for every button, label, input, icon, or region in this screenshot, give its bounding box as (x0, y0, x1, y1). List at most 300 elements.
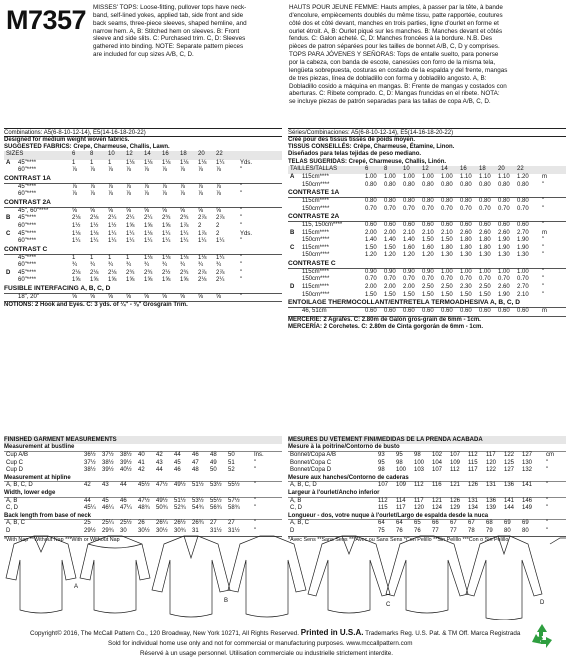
measurement-value: 75 (378, 527, 385, 534)
yardage-value: 1.10 (460, 174, 472, 181)
yardage-value: 1 (126, 254, 130, 261)
measurement-heading: Measurement at bustline (4, 444, 282, 452)
measurement-label: A, B (6, 497, 18, 504)
size-cell: 16 (460, 165, 467, 172)
measurement-value: 27 (210, 520, 217, 527)
yardage-value: 1¼ (216, 159, 225, 166)
fabric-width: 150cm**** (302, 252, 330, 259)
yardage-value: 0.60 (403, 308, 415, 315)
measurement-value: 49 (210, 459, 217, 466)
yardage-value: 1.20 (365, 252, 377, 259)
yardage-value: ¾ (126, 262, 132, 269)
unit: " (546, 482, 549, 489)
yardage-value: 0.70 (365, 276, 377, 283)
unit: " (240, 215, 243, 222)
measurement-value: 51½ (192, 482, 204, 489)
measurement-heading: Mesure aux hanches/Contorno de caderas (288, 475, 566, 483)
yardage-value: 1.50 (365, 291, 377, 298)
measurement-value: 141 (522, 482, 533, 489)
printed-text: Printed in U.S.A. (300, 628, 364, 637)
measurement-value: 31½ (228, 527, 240, 534)
measurement-value: 98 (378, 467, 385, 474)
yardage-value: ⅞ (162, 183, 168, 190)
unit: " (254, 459, 257, 466)
yardage-value: 2.00 (384, 229, 396, 236)
yardage-value: 1¼ (126, 230, 135, 237)
yardage-value: ⅞ (90, 167, 96, 174)
measurement-label: A, B, C, D (290, 482, 317, 489)
yardage-value: 1¼ (180, 230, 189, 237)
sizes-label: SIZES (6, 151, 24, 158)
notions-line: MERCERÍA: 2 Corchetes. C: 2.80m de Cinta gorgorán de 6mm - 1cm. (288, 323, 484, 330)
size-cell: 22 (517, 165, 524, 172)
yardage-value: ¾ (72, 262, 78, 269)
yardage-value: 1.90 (498, 237, 510, 244)
measurement-heading: Back length from base of neck (4, 513, 282, 521)
yardage-value: 0.60 (384, 222, 396, 229)
yardage-value: 1.20 (403, 252, 415, 259)
measurement-value: 95 (378, 459, 385, 466)
description-en (93, 4, 283, 59)
yardage-value: 1½ (90, 222, 99, 229)
yardage-value: 1⅛ (144, 230, 153, 237)
yardage-value: ⅝ (144, 207, 150, 214)
yardage-value: 0.70 (403, 205, 415, 212)
measurement-row (4, 482, 282, 490)
yardage-value: 1⅞ (180, 222, 189, 229)
yardage-value: 0.60 (479, 308, 491, 315)
nap-legend: *Avec Sens **Sans Sens ***Avec ou Sans Sens *Con Pelillo **Sin Pelillo ***Con o Sin Pelillo (288, 536, 566, 543)
yardage-value: ⅞ (216, 167, 222, 174)
fabric-width: 150cm**** (302, 181, 330, 188)
yardage-value: 1.80 (441, 244, 453, 251)
yardage-value: 0.70 (498, 276, 510, 283)
yardage-value: ⅝ (198, 293, 204, 300)
measurement-value: 115 (468, 459, 478, 466)
measurement-value: 51 (228, 459, 235, 466)
measurement-value: 42 (84, 482, 91, 489)
yardage-value: 2.50 (479, 284, 491, 291)
measurement-value: 42 (138, 467, 145, 474)
unit: " (254, 497, 257, 504)
measurement-value: 44 (174, 451, 181, 458)
unit: Ins. (254, 451, 264, 458)
measurement-value: 107 (432, 467, 443, 474)
measurement-value: 36½ (84, 451, 96, 458)
measurement-value: 141 (504, 497, 515, 504)
yardage-value: 1⅝ (90, 277, 99, 284)
measurement-value: 37½ (102, 451, 114, 458)
measurement-value: 57½ (228, 497, 240, 504)
unit: " (546, 505, 549, 512)
yardage-value: 1.90 (498, 244, 510, 251)
yardage-value: 2.00 (384, 284, 396, 291)
fabric-width: 45"**** (18, 215, 37, 222)
measurement-value: 45½ (138, 482, 150, 489)
yardage-value: 1⅛ (198, 254, 207, 261)
yardage-value: 1 (108, 254, 112, 261)
measurement-value: 31½ (210, 527, 222, 534)
measurement-value: 98 (396, 459, 403, 466)
fabric-width: 46, 51cm (302, 308, 327, 315)
measurement-value: 26¾ (192, 520, 204, 527)
yardage-value: 0.80 (441, 181, 453, 188)
measurement-value: 115 (378, 505, 388, 512)
yardage-value: 0.70 (517, 205, 529, 212)
yardage-value: 0.80 (441, 198, 453, 205)
yardage-value: 1.90 (517, 237, 529, 244)
yardage-value: 0.80 (498, 198, 510, 205)
measurement-value: 116 (432, 482, 442, 489)
yardage-row (288, 182, 566, 190)
yardage-row (288, 222, 566, 230)
yardage-value: ⅞ (90, 183, 96, 190)
measurement-value: 47½ (156, 482, 168, 489)
measurement-label: Bonnet/Copa A/B (290, 451, 337, 458)
yardage-value: ⅞ (90, 191, 96, 198)
yardage-value: ⅞ (216, 191, 222, 198)
combinations-line: Séries/Combinaciones: A5(6-8-10-12-14), E5(14-16-18-20-22) (288, 128, 566, 137)
yardage-value: ⅝ (180, 207, 186, 214)
yardage-value: ⅞ (162, 191, 168, 198)
section-heading: ENTOILAGE THERMOCOLLANT/ENTRETELA TERMOADHESIVA A, B, C, D (288, 299, 566, 308)
yardage-value: 1⅝ (162, 222, 171, 229)
yardage-value: 2 (216, 230, 220, 237)
measurement-label: A, B, C (290, 520, 310, 527)
description-line: fendus. C: Galon acheté. C, D: Manches froncées à la bordure. N.B. Des (289, 35, 493, 43)
yardage-value: 1.30 (498, 252, 510, 259)
yardage-value: 2¼ (108, 215, 117, 222)
unit: " (542, 276, 545, 283)
yardage-value: 0.60 (460, 308, 472, 315)
yardage-value: 0.80 (384, 198, 396, 205)
yardage-value: 1⅝ (72, 277, 81, 284)
description-line: ourlet étroit. A, B: Ourlet piqué sur les manches. B: Manches devant et côtés (289, 27, 503, 35)
yardage-value: 2½ (162, 269, 171, 276)
yardage-value: 1⅝ (108, 277, 117, 284)
yardage-value: 2 (198, 222, 202, 229)
yardage-value: 2¼ (216, 277, 225, 284)
measurement-value: 112 (468, 451, 478, 458)
description-line: are included for cup sizes A/B, C, D. (93, 51, 194, 59)
measurement-value: 39½ (120, 459, 132, 466)
yardage-value: 0.60 (384, 308, 396, 315)
measurement-value: 51½ (174, 497, 186, 504)
measurement-value: 117 (468, 467, 478, 474)
unit: " (542, 252, 545, 259)
measurement-value: 112 (450, 467, 460, 474)
measurement-value: 117 (396, 505, 406, 512)
measurement-label: Cup A/B (6, 451, 29, 458)
unit: " (542, 268, 545, 275)
fabric-width: 150cm**** (302, 237, 330, 244)
measurement-value: 26¼ (156, 520, 168, 527)
description-line: back seams, three-piece sleeves, shaped hemline, and (93, 19, 247, 27)
yardage-row (288, 308, 566, 316)
view-label: C (6, 230, 11, 237)
yardage-value: 0.60 (403, 222, 415, 229)
unit: m (542, 174, 547, 181)
size-cell: 8 (90, 151, 94, 158)
trademark-text: Trademarks Reg. U.S. Pat. & TM Off. Marca Registrada (365, 630, 521, 637)
yardage-row (288, 292, 566, 300)
sizes-header (288, 166, 566, 174)
yardage-value: ⅝ (90, 207, 96, 214)
yardage-value: 1⅝ (144, 277, 153, 284)
yardage-value: 2.50 (441, 284, 453, 291)
measurement-value: 29¾ (102, 527, 114, 534)
size-cell: 20 (198, 151, 205, 158)
yardage-value: 1.20 (422, 252, 434, 259)
measurement-value: 27 (228, 520, 235, 527)
yardage-value: 0.60 (365, 308, 377, 315)
yardage-value: 1¼ (198, 238, 207, 245)
yardage-value: 0.70 (441, 205, 453, 212)
yardage-value: 1.20 (517, 174, 529, 181)
measurement-value: 54¾ (192, 505, 204, 512)
yardage-value: 0.70 (403, 276, 415, 283)
size-cell: 6 (72, 151, 76, 158)
yardage-value: 1⅛ (126, 159, 135, 166)
yardage-value: 0.90 (384, 268, 396, 275)
measurement-value: 125 (504, 459, 515, 466)
section-heading: CONTRAST 1A (4, 175, 282, 184)
yardage-value: 2¾ (162, 215, 171, 222)
yardage-value: 2¾ (144, 269, 153, 276)
view-label: D (6, 269, 11, 276)
measurement-value: 114 (396, 497, 406, 504)
yardage-value: 0.90 (422, 268, 434, 275)
size-cell: 18 (479, 165, 486, 172)
fabric-width: 115cm**** (302, 198, 329, 205)
view-label-d: D (540, 600, 545, 606)
yardage-value: 1½ (72, 222, 81, 229)
measurement-value: 100 (414, 459, 425, 466)
measurement-value: 134 (468, 505, 479, 512)
measurement-value: 37½ (84, 459, 96, 466)
yardage-value: 2.10 (403, 229, 415, 236)
measurement-value: 139 (486, 505, 497, 512)
unit: " (542, 237, 545, 244)
yardage-row (4, 238, 282, 246)
yardage-value: 1.00 (384, 174, 396, 181)
measurement-heading: Mesure à la poitrine/Contorno de busto (288, 444, 566, 452)
yardage-value: 1¼ (216, 238, 225, 245)
yardage-row (288, 276, 566, 284)
view-label-a: A (74, 584, 79, 590)
yardage-chart-fr-es (288, 128, 566, 460)
yardage-value: 1¼ (162, 238, 171, 245)
measurement-value: 45 (102, 497, 109, 504)
measurement-value: 25¼ (102, 520, 114, 527)
yardage-value: ¾ (90, 262, 96, 269)
measurement-value: 129 (450, 505, 461, 512)
yardage-value: 1 (108, 159, 112, 166)
measurement-value: 58¾ (228, 505, 240, 512)
measurement-value: 131 (468, 497, 479, 504)
measurement-value: 126 (450, 497, 461, 504)
yardage-value: 1.30 (460, 252, 472, 259)
fabric-width: 115cm**** (302, 229, 329, 236)
fabric-width: 45"**** (18, 230, 37, 237)
yardage-value: ⅞ (162, 167, 168, 174)
yardage-value: ⅞ (180, 191, 186, 198)
description-fr-es (289, 4, 567, 106)
measurement-value: 78 (468, 527, 475, 534)
measurement-value: 40½ (120, 467, 132, 474)
unit: " (240, 269, 243, 276)
measurement-value: 26 (138, 520, 145, 527)
garment-illustrations (4, 527, 566, 620)
unit: cm (546, 451, 554, 458)
yardage-value: ⅞ (198, 167, 204, 174)
measurement-heading: Longueur - dos, votre nuque à l'ourlet/Largo de espalda desde la nuca (288, 513, 566, 521)
measurement-value: 53½ (210, 482, 222, 489)
measurement-value: 67 (468, 520, 475, 527)
yardage-value: 0.60 (517, 308, 529, 315)
yardage-value: 1⅛ (162, 159, 171, 166)
unit: " (240, 293, 243, 300)
description-line: gathered into binding. NOTE: Separate pattern pieces (93, 43, 244, 51)
section-heading: CONTRASTE 2A (288, 213, 566, 222)
measurement-value: 109 (396, 482, 407, 489)
yardage-value: 1¼ (108, 238, 117, 245)
measurement-value: 107 (450, 451, 461, 458)
yardage-value: ⅞ (126, 191, 132, 198)
yardage-value: 0.60 (441, 222, 453, 229)
yardage-value: 0.70 (365, 205, 377, 212)
fabric-width: 45", 60"**** (18, 207, 49, 214)
measurement-value: 131 (486, 482, 497, 489)
yardage-value: 0.80 (365, 198, 377, 205)
yardage-value: 1.80 (479, 244, 491, 251)
fabric-width: 45"**** (18, 159, 37, 166)
measurement-value: 45¼ (84, 505, 96, 512)
yardage-value: 0.70 (479, 205, 491, 212)
yardage-row (288, 284, 566, 292)
measurement-row (288, 452, 566, 460)
yardage-value: 1.50 (422, 237, 434, 244)
yardage-row (4, 215, 282, 223)
yardage-value: 1.00 (479, 268, 491, 275)
size-cell: 12 (126, 151, 133, 158)
yardage-value: 2⅛ (108, 269, 117, 276)
yardage-value: 1.80 (479, 237, 491, 244)
yardage-value: 1.10 (498, 174, 510, 181)
measurement-value: 44 (120, 482, 127, 489)
measurement-value: 117 (486, 451, 496, 458)
measurement-value: 112 (378, 497, 388, 504)
yardage-value: 2.10 (517, 291, 529, 298)
fabric-width: 45"**** (18, 254, 37, 261)
yardage-value: ⅞ (126, 167, 132, 174)
recycle-icon (528, 622, 556, 650)
yardage-value: 1¼ (216, 254, 225, 261)
yardage-value: 1.90 (517, 244, 529, 251)
yardage-value: ⅞ (72, 183, 78, 190)
yardage-value: ⅝ (180, 293, 186, 300)
fabric-width: 115, 150cm**** (302, 222, 343, 229)
description-line: pièces de patron séparées pour les tailles de bonnet A/B, C, D y comprises. (289, 43, 500, 51)
sold-text: Sold for individual home use only and not for commercial or manufacturing purposes. www.mccallpattern.com (108, 640, 413, 647)
unit: " (240, 167, 243, 174)
measurement-value: 126 (468, 482, 479, 489)
measurement-value: 80 (522, 527, 529, 534)
measurement-value: 120 (486, 459, 497, 466)
yardage-value: 2⅞ (198, 215, 207, 222)
measurement-value: 76 (414, 527, 421, 534)
unit: " (542, 181, 545, 188)
measurement-value: 149 (522, 505, 533, 512)
yardage-value: 0.80 (422, 198, 434, 205)
yardage-value: 1⅛ (162, 254, 171, 261)
yardage-value: ⅞ (108, 183, 114, 190)
yardage-row (4, 167, 282, 175)
measurement-value: 30 (120, 527, 127, 534)
yardage-value: 2.30 (460, 284, 472, 291)
yardage-value: 2¾ (180, 215, 189, 222)
measurement-value: 41 (138, 459, 145, 466)
yardage-value: ⅞ (108, 167, 114, 174)
tops-line-drawings (4, 527, 566, 620)
fabric-width: 115cm**** (302, 174, 329, 181)
yardage-value: 2.60 (479, 229, 491, 236)
yardage-value: 0.60 (479, 222, 491, 229)
yardage-value: ⅝ (126, 207, 132, 214)
yardage-value: 0.80 (422, 181, 434, 188)
yardage-value: 1.90 (498, 291, 510, 298)
view-label: A (6, 159, 11, 166)
measurement-value: 67 (450, 520, 457, 527)
fabric-width: 60"**** (18, 238, 37, 245)
unit: " (542, 205, 545, 212)
measurement-value: 124 (432, 505, 443, 512)
yardage-value: 0.70 (422, 276, 434, 283)
measurement-value: 55½ (210, 497, 222, 504)
measurement-row (4, 467, 282, 475)
measurement-value: 50 (228, 451, 235, 458)
measurement-value: 69 (504, 520, 511, 527)
section-heading: CONTRAST 2A (4, 199, 282, 208)
measurement-value: 76 (396, 527, 403, 534)
yardage-value: ⅝ (90, 293, 96, 300)
description-line: band, self-lined yokes, applied tab, side front and side (93, 11, 244, 19)
yardage-value: 0.60 (498, 308, 510, 315)
yardage-value: 1.00 (441, 174, 453, 181)
size-cell: 8 (384, 165, 388, 172)
unit: " (240, 191, 243, 198)
yardage-value: 2.60 (498, 229, 510, 236)
measurement-value: 45 (174, 459, 181, 466)
unit: " (240, 262, 243, 269)
unit: " (542, 284, 545, 291)
yardage-value: 0.60 (422, 308, 434, 315)
measurement-row (288, 498, 566, 506)
measurement-value: 25 (84, 520, 91, 527)
yardage-row (4, 294, 282, 302)
size-cell: 6 (365, 165, 369, 172)
unit: " (546, 520, 549, 527)
size-cell: 12 (422, 165, 429, 172)
measurement-value: 47¼ (120, 505, 132, 512)
yardage-value: 0.70 (441, 276, 453, 283)
measurement-value: 95 (396, 451, 403, 458)
yardage-value: 2¼ (144, 215, 153, 222)
yardage-value: 0.70 (498, 205, 510, 212)
size-cell: 14 (144, 151, 151, 158)
yardage-value: 1 (72, 254, 76, 261)
measurement-label: D (6, 527, 11, 534)
